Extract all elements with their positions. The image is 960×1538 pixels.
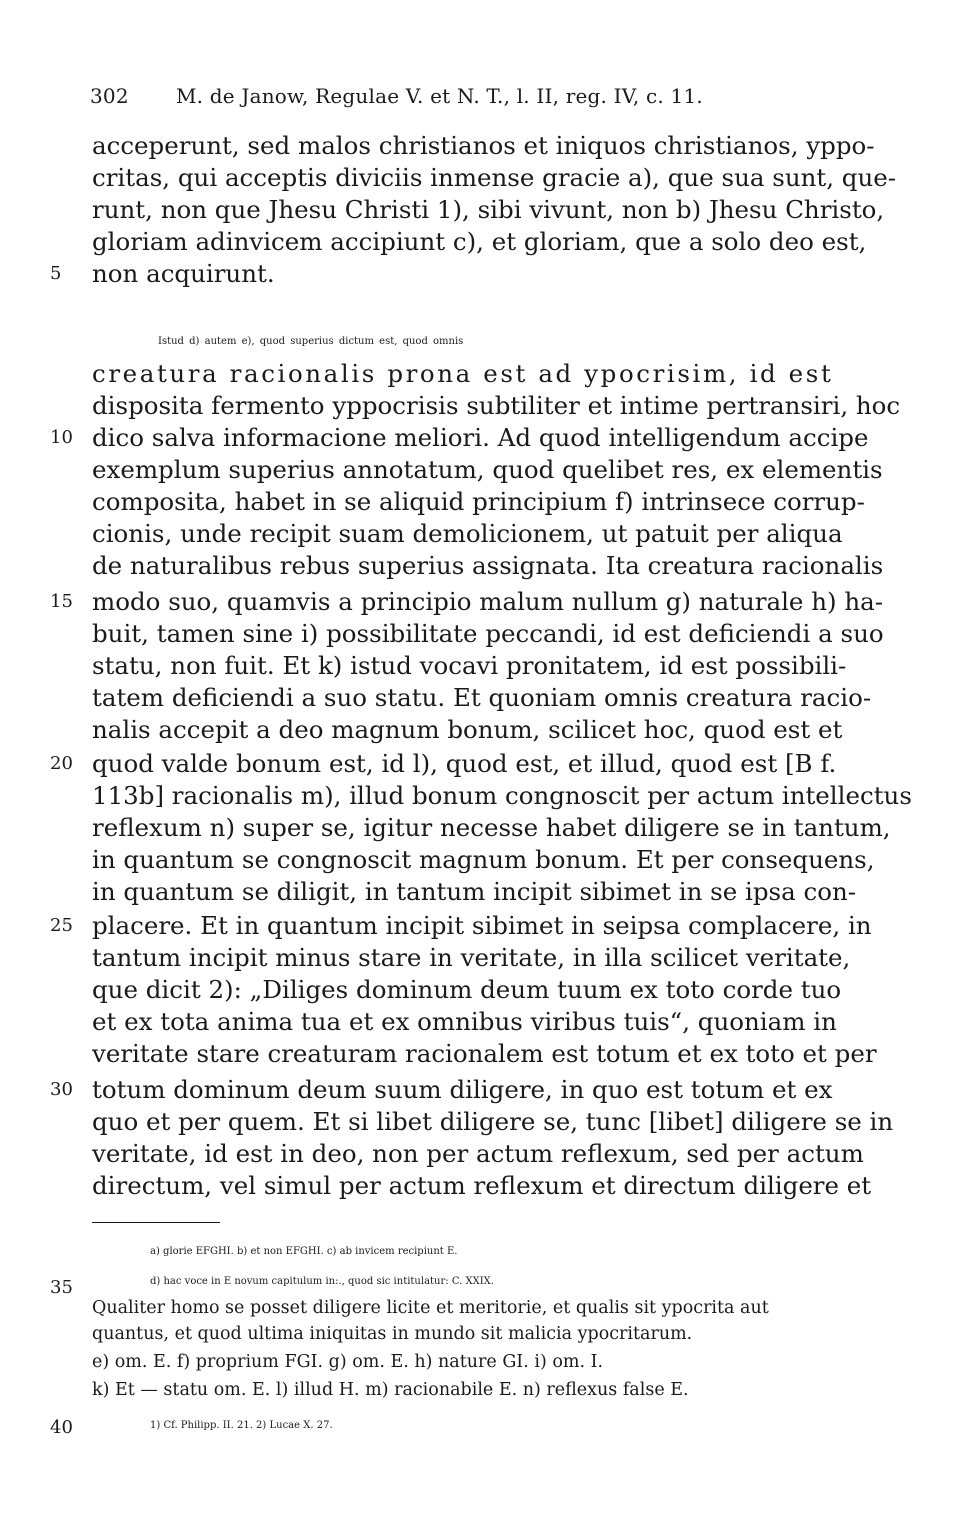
text-line: in quantum se congnoscit magnum bonum. Et per consequens, xyxy=(92,845,875,874)
text-line: composita, habet in se aliquid principium f) intrinsece corrup- xyxy=(92,487,865,516)
line-number: 5 xyxy=(50,263,62,284)
text-line: veritate stare creaturam racionalem est totum et ex toto et per xyxy=(92,1039,877,1068)
line-number: 15 xyxy=(50,591,73,612)
text-line: tatem deficiendi a suo statu. Et quoniam omnis creatura racio- xyxy=(92,683,872,712)
text-line: Istud d) autem e), quod superius dictum est, quod omnis xyxy=(158,336,464,347)
text-line: dico salva informacione meliori. Ad quod intelligendum accipe xyxy=(92,423,869,452)
footnote-line: Qualiter homo se posset diligere licite et meritorie, et qualis sit ypocrita aut xyxy=(92,1298,769,1318)
text-line: exemplum superius annotatum, quod quelibet res, ex elementis xyxy=(92,455,883,484)
text-line: quod valde bonum est, id l), quod est, et illud, quod est [B f. xyxy=(92,749,837,778)
text-line: acceperunt, sed malos christianos et iniquos christianos, yppo- xyxy=(92,131,875,160)
line-number: 20 xyxy=(50,753,73,774)
text-line: de naturalibus rebus superius assignata. Ita creatura racionalis xyxy=(92,551,884,580)
text-line: directum, vel simul per actum reflexum et directum diligere et xyxy=(92,1171,872,1200)
footnote-separator xyxy=(92,1222,220,1223)
text-line: in quantum se diligit, in tantum incipit sibimet in se ipsa con- xyxy=(92,877,857,906)
line-number: 25 xyxy=(50,915,73,936)
page-header xyxy=(90,84,870,108)
text-line: non acquirunt. xyxy=(92,259,275,288)
text-line: critas, qui acceptis diviciis inmense gracie a), que sua sunt, que- xyxy=(92,163,897,192)
line-number: 35 xyxy=(50,1277,73,1298)
footnote-line: d) hac voce in E novum capitulum in:., quod sic intitulatur: C. XXIX. xyxy=(150,1276,494,1287)
text-line: reflexum n) super se, igitur necesse habet diligere se in tantum, xyxy=(92,813,891,842)
footnote-line: a) glorie EFGHI. b) et non EFGHI. c) ab invicem recipiunt E. xyxy=(150,1246,458,1257)
footnote-line: quantus, et quod ultima iniquitas in mundo sit malicia ypocritarum. xyxy=(92,1324,693,1344)
text-line: statu, non fuit. Et k) istud vocavi pronitatem, id est possibili- xyxy=(92,651,847,680)
text-line: cionis, unde recipit suam demolicionem, ut patuit per aliqua xyxy=(92,519,843,548)
text-line: nalis accepit a deo magnum bonum, scilicet hoc, quod est et xyxy=(92,715,843,744)
running-title: M. de Janow, Regulae V. et N. T., l. II, reg. IV, c. 11. xyxy=(176,84,703,108)
text-line: modo suo, quamvis a principio malum nullum g) naturale h) ha- xyxy=(92,587,884,616)
text-line: creatura racionalis prona est ad ypocrisim, id est xyxy=(92,359,834,388)
text-line: quo et per quem. Et si libet diligere se, tunc [libet] diligere se in xyxy=(92,1107,894,1136)
footnote-line: e) om. E. f) proprium FGI. g) om. E. h) nature GI. i) om. I. xyxy=(92,1352,604,1372)
text-line: gloriam adinvicem accipiunt c), et gloriam, que a solo deo est, xyxy=(92,227,867,256)
text-line: totum dominum deum suum diligere, in quo est totum et ex xyxy=(92,1075,833,1104)
text-line: disposita fermento yppocrisis subtiliter et intime pertransiri, hoc xyxy=(92,391,901,420)
text-line: buit, tamen sine i) possibilitate peccandi, id est deficiendi a suo xyxy=(92,619,884,648)
text-line: placere. Et in quantum incipit sibimet in seipsa complacere, in xyxy=(92,911,872,940)
text-line: veritate, id est in deo, non per actum reflexum, sed per actum xyxy=(92,1139,864,1168)
page-number: 302 xyxy=(90,84,129,108)
text-line: que dicit 2): „Diliges dominum deum tuum ex toto corde tuo xyxy=(92,975,842,1004)
line-number: 10 xyxy=(50,427,73,448)
text-line: runt, non que Jhesu Christi 1), sibi vivunt, non b) Jhesu Christo, xyxy=(92,195,885,224)
footnote-line: 1) Cf. Philipp. II. 21. 2) Lucae X. 27. xyxy=(150,1420,333,1431)
text-line: 113b] racionalis m), illud bonum congnoscit per actum intellectus xyxy=(92,781,912,810)
line-number: 40 xyxy=(50,1417,73,1438)
footnote-line: k) Et — statu om. E. l) illud H. m) racionabile E. n) reflexus false E. xyxy=(92,1380,689,1400)
line-number: 30 xyxy=(50,1079,73,1100)
text-line: tantum incipit minus stare in veritate, in illa scilicet veritate, xyxy=(92,943,851,972)
text-line: et ex tota anima tua et ex omnibus viribus tuis“, quoniam in xyxy=(92,1007,837,1036)
